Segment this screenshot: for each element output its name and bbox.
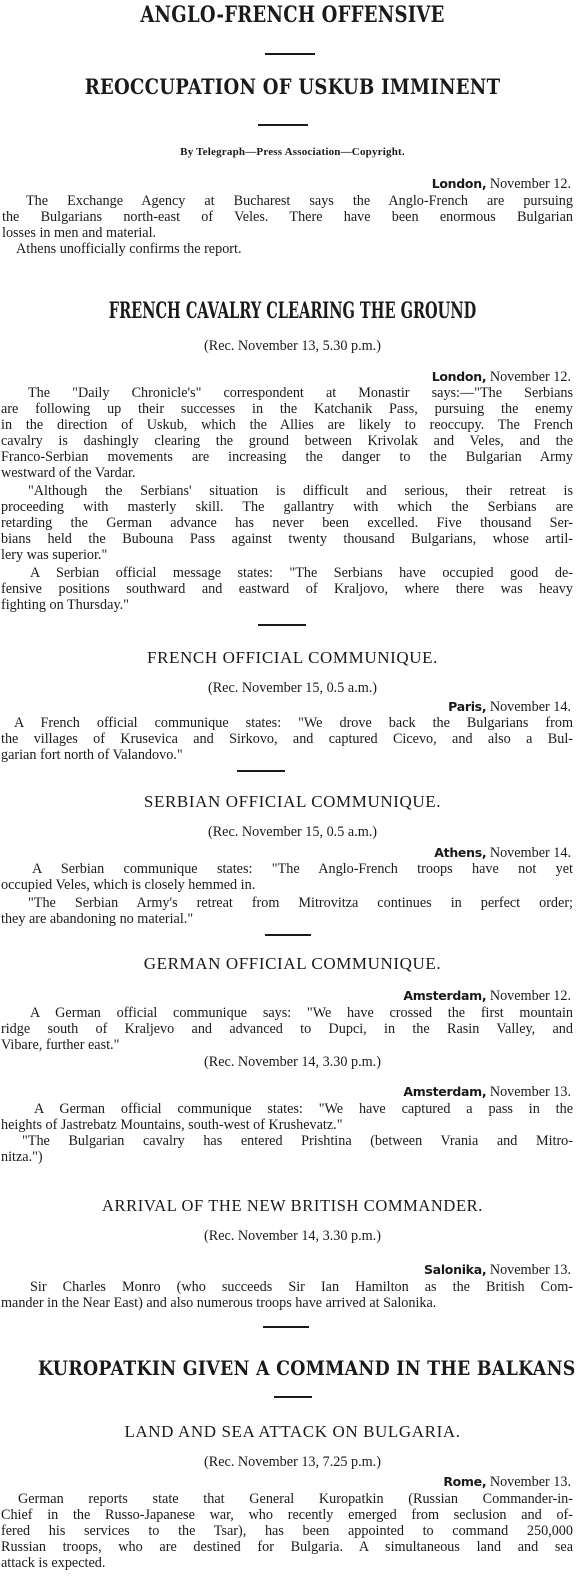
text-line: in the direction of Uskub, which the Allies are likely to reoccupy. The French	[1, 417, 573, 433]
text-line: bians held the Bubouna Pass against twenty thousand Bulgarians, whose artil-	[1, 531, 573, 547]
divider-rule	[258, 624, 306, 626]
text-line: nitza.")	[1, 1149, 43, 1165]
text-line: A French official communique states: "We drove back the Bulgarians from	[14, 715, 573, 731]
text-line: mander in the Near East) and also numerous troops have arrived at Salonika.	[1, 1295, 437, 1311]
dateline-city: Paris,	[448, 699, 487, 714]
text-line: Vibare, further east."	[1, 1037, 120, 1053]
text-line: attack is expected.	[1, 1555, 106, 1571]
text-line: the Bulgarians north-east of Veles. There have been enormous Bulgarian	[2, 209, 573, 225]
dateline-city: Amsterdam,	[403, 988, 487, 1003]
text-line: ridge south of Kraljevo and advanced to Dupci, in the Rasin Valley, and	[1, 1021, 573, 1037]
text-line: fered his services to the Tsar), has been appointed to command 250,000	[1, 1523, 573, 1539]
text-line: are following up their successes in the Katchanik Pass, pursuing the enemy	[1, 401, 573, 417]
dateline	[432, 176, 571, 193]
dateline-date: November 12.	[489, 176, 571, 192]
text-line: A German official communique says: "We have crossed the first mountain	[30, 1005, 573, 1021]
text-line: garian fort north of Valandovo."	[1, 747, 183, 763]
text-line: "The Bulgarian cavalry has entered Prishtina (between Vrania and Mitro-	[22, 1133, 573, 1149]
divider-rule	[265, 934, 311, 936]
dateline-city: London,	[431, 176, 487, 191]
text-line: "Although the Serbians' situation is difficult and serious, their retreat is	[28, 483, 573, 499]
dateline-city: Athens,	[434, 845, 487, 860]
section-heading: FRENCH CAVALRY CLEARING THE GROUND	[108, 298, 477, 324]
main-headline: ANGLO-FRENCH OFFENSIVE	[140, 2, 445, 28]
divider-rule	[258, 124, 308, 126]
section-heading: SERBIAN OFFICIAL COMMUNIQUE.	[143, 792, 442, 811]
dateline-city: London,	[431, 369, 487, 384]
section-heading: GERMAN OFFICIAL COMMUNIQUE.	[143, 954, 442, 973]
section-heading: FRENCH OFFICIAL COMMUNIQUE.	[147, 648, 438, 667]
text-line: The Exchange Agency at Bucharest says the Anglo-French are pursuing	[26, 193, 573, 209]
dateline-date: November 13.	[489, 1474, 571, 1490]
dateline-city: Amsterdam,	[403, 1084, 487, 1099]
dateline	[424, 1262, 571, 1279]
text-line: A Serbian official message states: "The Serbians have occupied good de-	[30, 565, 573, 581]
dateline	[403, 1084, 571, 1101]
main-subheadline: REOCCUPATION OF USKUB IMMINENT	[84, 74, 501, 99]
dateline-date: November 12.	[489, 369, 571, 385]
text-line: fensive positions southward and eastward of Kraljovo, where there was heavy	[1, 581, 573, 597]
received-time: (Rec. November 13, 7.25 p.m.)	[204, 1454, 381, 1470]
divider-rule	[265, 53, 315, 55]
text-line: A German official communique states: "We have captured a pass in the	[34, 1101, 573, 1117]
dateline	[434, 845, 571, 862]
text-line: cavalry is dashingly clearing the ground between Krivolak and Veles, and the	[1, 433, 573, 449]
text-line: The "Daily Chronicle's" correspondent at Monastir says:—"The Serbians	[28, 385, 573, 401]
text-line: proceeding with masterly skill. The gallantry with which the Serbians are	[1, 499, 573, 515]
dateline	[432, 369, 571, 386]
dateline	[443, 1474, 571, 1491]
received-time: (Rec. November 13, 5.30 p.m.)	[204, 338, 381, 354]
dateline-city: Rome,	[443, 1474, 487, 1489]
text-line: Franco-Serbian movements are increasing the danger to the Bulgarian Army	[1, 449, 573, 465]
received-time: (Rec. November 14, 3.30 p.m.)	[204, 1054, 381, 1070]
text-line: fighting on Thursday."	[1, 597, 129, 613]
text-line: the villages of Krusevica and Sirkovo, and captured Cicevo, and also a Bul-	[1, 731, 573, 747]
section-headline: KUROPATKIN GIVEN A COMMAND IN THE BALKANS	[38, 1356, 576, 1380]
text-line: German reports state that General Kuropatkin (Russian Commander-in-	[18, 1491, 573, 1507]
text-line: losses in men and material.	[2, 225, 157, 241]
text-line: Chief in the Russo-Japanese war, who recently emerged from seclusion and of-	[1, 1507, 573, 1523]
text-line: Athens unofficially confirms the report.	[16, 241, 242, 257]
section-heading: ARRIVAL OF THE NEW BRITISH COMMANDER.	[102, 1196, 483, 1215]
received-time: (Rec. November 15, 0.5 a.m.)	[207, 680, 378, 696]
text-line: Russian troops, who are destined for Bulgaria. A simultaneous land and sea	[1, 1539, 573, 1555]
dateline-date: November 14.	[489, 699, 571, 715]
section-heading: LAND AND SEA ATTACK ON BULGARIA.	[124, 1422, 461, 1441]
text-line: they are abandoning no material."	[1, 911, 194, 927]
divider-rule	[274, 1396, 312, 1398]
dateline-date: November 14.	[489, 845, 571, 861]
divider-rule	[263, 1326, 309, 1328]
received-time: (Rec. November 15, 0.5 a.m.)	[207, 824, 378, 840]
byline: By Telegraph—Press Association—Copyright.	[180, 146, 405, 158]
text-line: "The Serbian Army's retreat from Mitrovitza continues in perfect order;	[28, 895, 573, 911]
text-line: Sir Charles Monro (who succeeds Sir Ian Hamilton as the British Com-	[30, 1279, 573, 1295]
text-line: occupied Veles, which is closely hemmed in.	[1, 877, 256, 893]
received-time: (Rec. November 14, 3.30 p.m.)	[204, 1228, 381, 1244]
dateline	[403, 988, 571, 1005]
dateline	[448, 699, 571, 716]
divider-rule	[237, 770, 285, 772]
dateline-date: November 12.	[489, 988, 571, 1004]
text-line: heights of Jastrebatz Mountains, south-west of Krushevatz."	[1, 1117, 343, 1133]
text-line: retarding the German advance has never been excelled. Five thousand Ser-	[1, 515, 573, 531]
text-line: lery was superior."	[1, 547, 108, 563]
dateline-date: November 13.	[489, 1262, 571, 1278]
text-line: A Serbian communique states: "The Anglo-French troops have not yet	[32, 861, 573, 877]
dateline-date: November 13.	[489, 1084, 571, 1100]
dateline-city: Salonika,	[423, 1262, 487, 1277]
text-line: westward of the Vardar.	[1, 465, 136, 481]
